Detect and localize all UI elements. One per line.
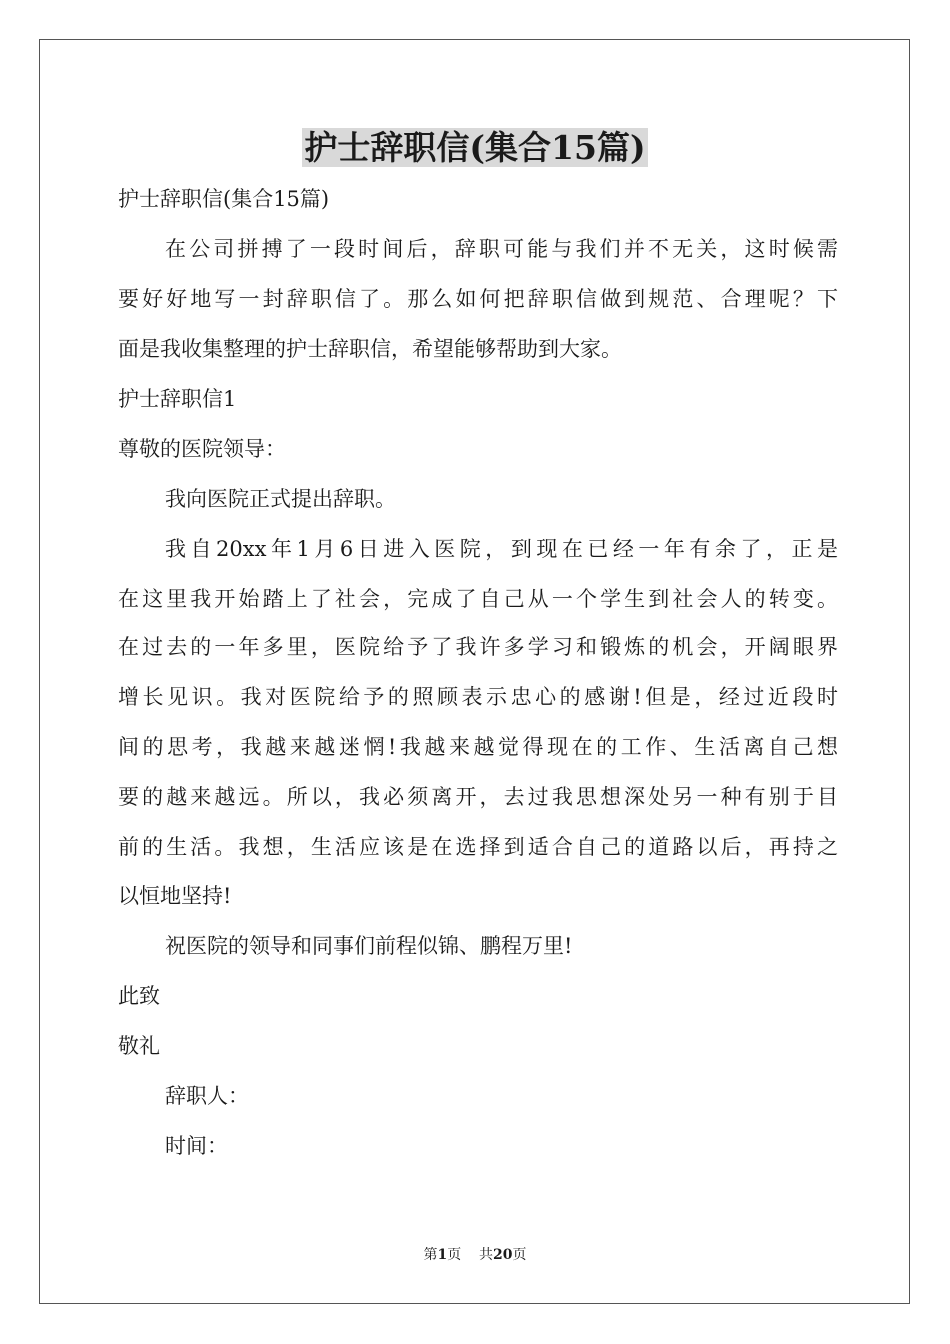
page-border [39, 39, 910, 1304]
body-line-1: 我自20xx年1月6日进入医院，到现在已经一年有余了，正是 [165, 537, 838, 561]
body-line-8: 以恒地坚持! [118, 884, 232, 908]
total-pages: 20 [493, 1247, 513, 1263]
intro-line-3: 面是我收集整理的护士辞职信，希望能够帮助到大家。 [118, 337, 622, 361]
document-title [0, 124, 950, 172]
page-suffix: 页 [447, 1247, 462, 1263]
page-footer [0, 1245, 950, 1265]
signature-label: 辞职人： [165, 1084, 249, 1108]
salutation: 尊敬的医院领导： [118, 437, 286, 461]
body-line-2: 在这里我开始踏上了社会，完成了自己从一个学生到社会人的转变。 [118, 587, 838, 611]
body-line-5: 间的思考，我越来越迷惘!我越来越觉得现在的工作、生活离自己想 [118, 735, 838, 759]
total-suffix: 页 [512, 1247, 527, 1263]
page-number: 1 [437, 1247, 448, 1263]
closing-jingli: 敬礼 [118, 1034, 160, 1058]
resignation-statement: 我向医院正式提出辞职。 [165, 487, 396, 511]
body-line-3: 在过去的一年多里，医院给予了我许多学习和锻炼的机会，开阔眼界 [118, 635, 838, 659]
body-line-4: 增长见识。我对医院给予的照顾表示忠心的感谢!但是，经过近段时 [118, 685, 838, 709]
section-heading: 护士辞职信1 [118, 387, 237, 411]
document-title-text: 护士辞职信(集合15篇) [304, 128, 646, 167]
intro-line-1: 在公司拼搏了一段时间后，辞职可能与我们并不无关，这时候需 [165, 237, 838, 261]
intro-line-2: 要好好地写一封辞职信了。那么如何把辞职信做到规范、合理呢？下 [118, 287, 838, 311]
total-prefix: 共 [479, 1247, 494, 1263]
date-label: 时间： [165, 1134, 228, 1158]
document-subtitle: 护士辞职信(集合15篇) [118, 187, 330, 211]
page-prefix: 第 [423, 1247, 438, 1263]
wish-line: 祝医院的领导和同事们前程似锦、鹏程万里! [165, 934, 573, 958]
body-line-6: 要的越来越远。所以，我必须离开，去过我思想深处另一种有别于目 [118, 785, 838, 809]
closing-cizhi: 此致 [118, 984, 160, 1008]
body-line-7: 前的生活。我想，生活应该是在选择到适合自己的道路以后，再持之 [118, 835, 838, 859]
